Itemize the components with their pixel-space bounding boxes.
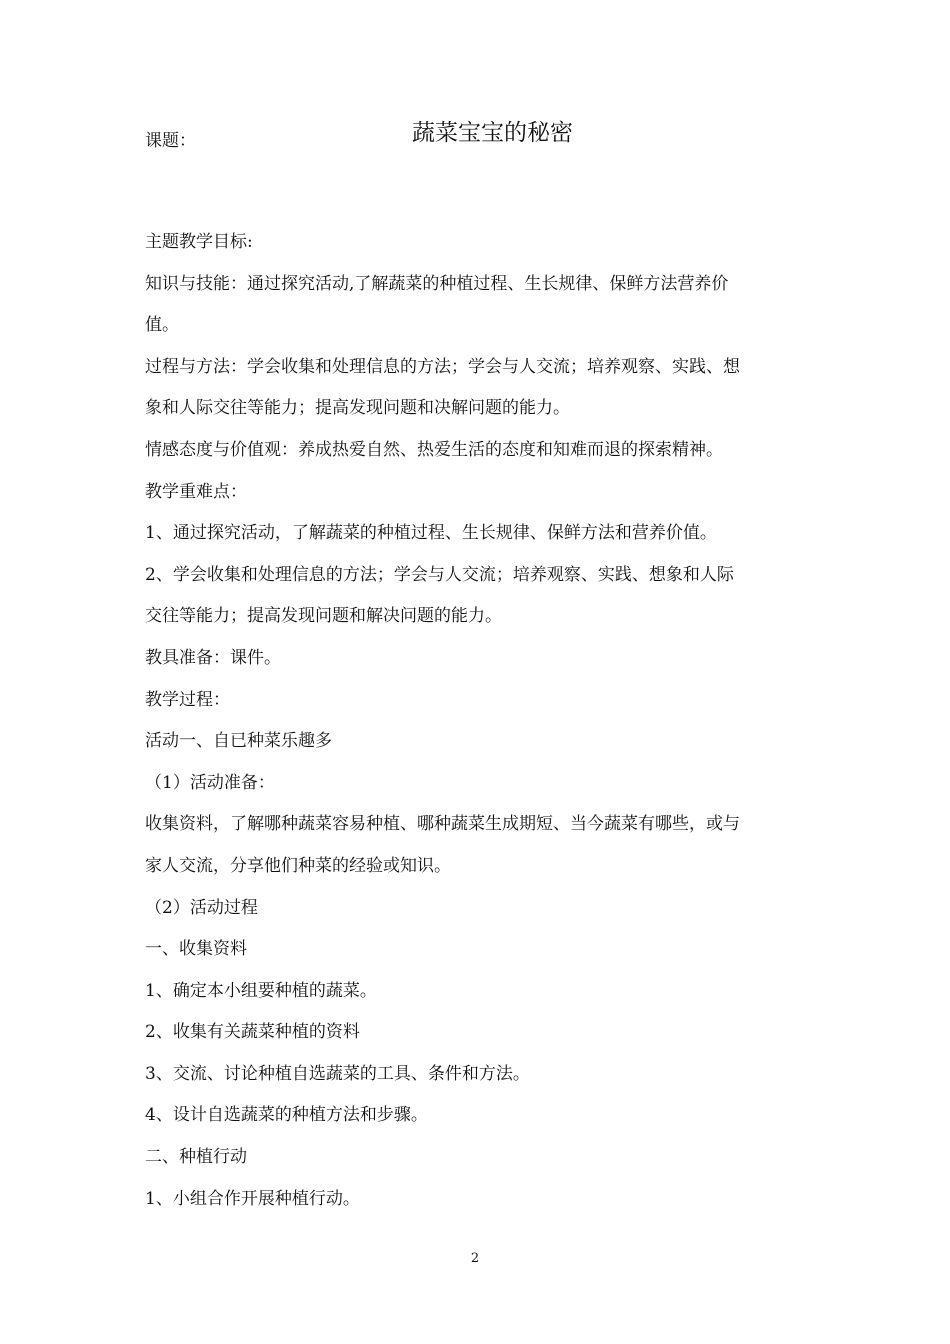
document-title: 蔬菜宝宝的秘密: [412, 120, 573, 146]
body-line: 活动一、自已种菜乐趣多: [145, 731, 332, 752]
page-number: 2: [470, 1251, 480, 1266]
body-line: 1、通过探究活动，了解蔬菜的种植过程、生长规律、保鲜方法和营养价值。: [145, 523, 717, 544]
body-line: 3、交流、讨论种植自选蔬菜的工具、条件和方法。: [145, 1063, 530, 1084]
body-line: 值。: [145, 315, 179, 336]
body-line: 2、学会收集和处理信息的方法；学会与人交流；培养观察、实践、想象和人际: [145, 564, 734, 585]
subject-label: 课题：: [145, 131, 196, 151]
body-line: （2）活动过程: [145, 897, 258, 918]
body-line: 一、收集资料: [145, 939, 247, 960]
body-line: 4、设计自选蔬菜的种植方法和步骤。: [145, 1105, 428, 1126]
body-line: 教学重难点：: [145, 481, 247, 502]
body-line: 1、确定本小组要种植的蔬菜。: [145, 980, 377, 1001]
body-line: 交往等能力；提高发现问题和解决问题的能力。: [145, 606, 502, 627]
body-line: 象和人际交往等能力；提高发现问题和决解问题的能力。: [145, 398, 570, 419]
body-line: 主题教学目标:: [145, 232, 253, 252]
body-line: 教学过程：: [145, 689, 230, 710]
body-line: 收集资料，了解哪种蔬菜容易种植、哪种蔬菜生成期短、当今蔬菜有哪些，或与: [145, 814, 740, 835]
body-line: 二、种植行动: [145, 1147, 247, 1168]
body-line: 情感态度与价值观：养成热爱自然、热爱生活的态度和知难而退的探索精神。: [145, 439, 723, 460]
body-line: 家人交流，分享他们种菜的经验或知识。: [145, 855, 451, 876]
body-line: 过程与方法：学会收集和处理信息的方法；学会与人交流；培养观察、实践、想: [145, 356, 740, 377]
body-line: （1）活动准备：: [145, 772, 275, 793]
body-line: 2、收集有关蔬菜种植的资料: [145, 1022, 360, 1043]
body-line: 知识与技能：通过探究活动,了解蔬菜的种植过程、生长规律、保鲜方法营养价: [145, 273, 729, 294]
document-body: [145, 222, 811, 1220]
body-line: 教具准备：课件。: [145, 647, 281, 668]
body-line: 1、小组合作开展种植行动。: [145, 1188, 360, 1209]
